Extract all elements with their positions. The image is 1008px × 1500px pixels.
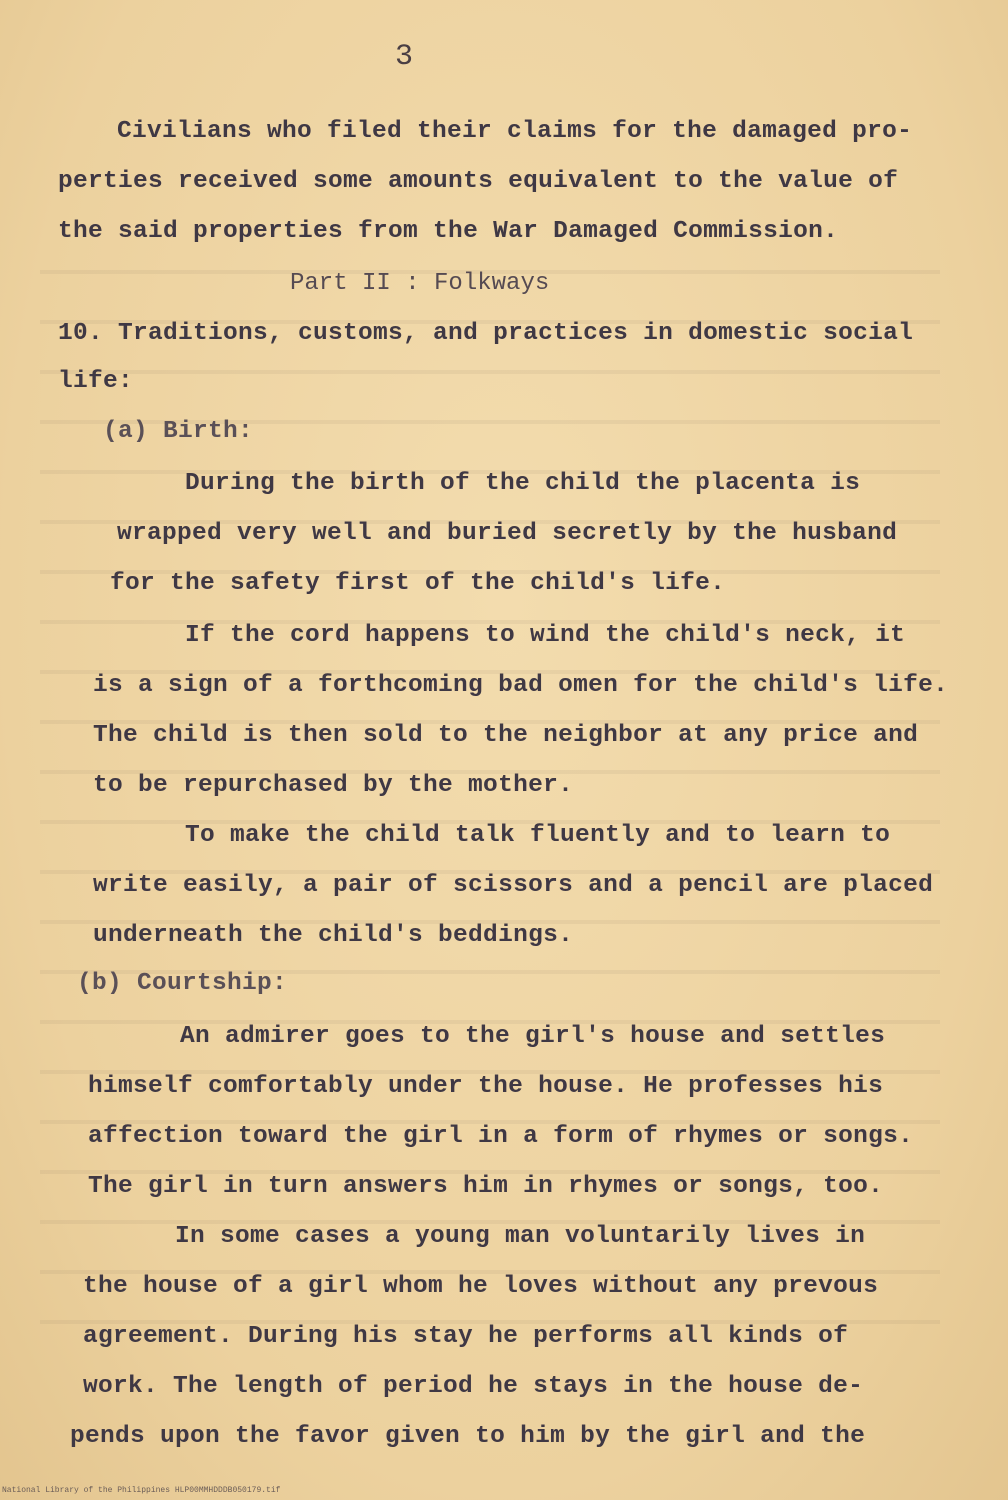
text-line: for the safety first of the child's life. (110, 570, 726, 597)
text-line: himself comfortably under the house. He professes his (88, 1073, 884, 1100)
text-line: If the cord happens to wind the child's neck, it (185, 622, 906, 649)
part-heading: Part II : Folkways (290, 270, 550, 297)
subsection-heading-birth: (a) Birth: (103, 418, 254, 445)
page-number: 3 (395, 40, 414, 74)
text-line: An admirer goes to the girl's house and settles (180, 1023, 886, 1050)
text-line: 10. Traditions, customs, and practices in domestic social (58, 320, 914, 347)
text-line: is a sign of a forthcoming bad omen for the child's life. (93, 672, 949, 699)
text-line: During the birth of the child the placenta is (185, 470, 861, 497)
text-line: the said properties from the War Damaged Commission. (58, 218, 839, 245)
text-line: write easily, a pair of scissors and a pencil are placed (93, 872, 934, 899)
text-line: wrapped very well and buried secretly by the husband (117, 520, 898, 547)
text-line: In some cases a young man voluntarily lives in (175, 1223, 866, 1250)
text-line: agreement. During his stay he performs all kinds of (83, 1323, 849, 1350)
text-line: work. The length of period he stays in the house de- (83, 1373, 864, 1400)
text-line: to be repurchased by the mother. (93, 772, 574, 799)
text-line: pends upon the favor given to him by the girl and the (70, 1423, 866, 1450)
text-line: To make the child talk fluently and to learn to (185, 822, 891, 849)
text-line: The child is then sold to the neighbor at any price and (93, 722, 919, 749)
text-line: perties received some amounts equivalent to the value of (58, 168, 899, 195)
text-line: affection toward the girl in a form of rhymes or songs. (88, 1123, 914, 1150)
subsection-heading-courtship: (b) Courtship: (77, 970, 288, 997)
text-line: The girl in turn answers him in rhymes or songs, too. (88, 1173, 884, 1200)
text-line: underneath the child's beddings. (93, 922, 574, 949)
text-line: life: (58, 368, 134, 395)
text-line: the house of a girl whom he loves without any prevous (83, 1273, 879, 1300)
text-line: Civilians who filed their claims for the damaged pro- (117, 118, 913, 145)
scan-footer: National Library of the Philippines HLP00MMHDDDB050179.tif (2, 1486, 281, 1495)
